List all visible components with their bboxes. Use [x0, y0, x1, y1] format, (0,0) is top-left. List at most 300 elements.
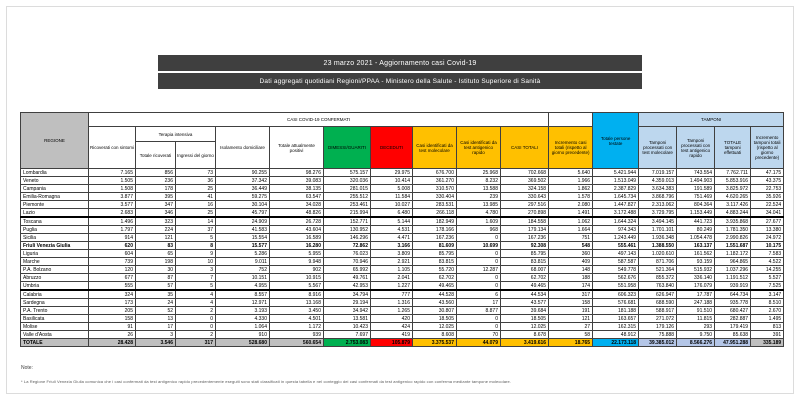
- header-ti-totale: Totale ricoverati: [136, 142, 176, 169]
- notes-label: Note:: [21, 365, 33, 371]
- cell-dimessi-guariti: 70.946: [324, 258, 371, 266]
- cell-terapia-intensiva-ingressi: 2: [176, 331, 216, 339]
- cell-casi-totali: 18.505: [501, 315, 549, 323]
- cell-incremento-tamponi: 335.189: [751, 339, 784, 347]
- cell-totale-attualmente-positivi: 39.083: [270, 177, 324, 185]
- cell-casi-test-antigenico: 0: [457, 234, 501, 242]
- cell-tamponi-molecolare: 855.372: [639, 274, 677, 282]
- cell-deceduti: 2.041: [371, 274, 413, 282]
- cell-totale-attualmente-positivi: 34.028: [270, 201, 324, 209]
- cell-incremento-casi: 1.862: [549, 185, 593, 193]
- cell-terapia-intensiva-totale: 236: [136, 177, 176, 185]
- cell-incremento-tamponi: 813: [751, 323, 784, 331]
- cell-totale-tamponi: 179.419: [715, 323, 751, 331]
- cell-totale-attualmente-positivi: 5.567: [270, 282, 324, 291]
- header-dimessi-guariti: DIMESSI/GUARITI: [324, 127, 371, 169]
- cell-dimessi-guariti: 130.952: [324, 226, 371, 234]
- cell-tamponi-antigenico: 743.554: [677, 169, 715, 177]
- cell-dimessi-guariti: 72.862: [324, 242, 371, 250]
- cell-isolamento-domiciliare: 59.275: [216, 193, 270, 201]
- cell-isolamento-domiciliare: 12.971: [216, 299, 270, 307]
- cell-casi-test-molecolare: 83.815: [413, 258, 457, 266]
- cell-dimessi-guariti: 29.194: [324, 299, 371, 307]
- cell-casi-test-antigenico: 0: [457, 315, 501, 323]
- cell-incremento-tamponi: 43.375: [751, 177, 784, 185]
- cell-ricoverati-con-sintomi: 205: [89, 307, 136, 315]
- cell-deceduti: 105.879: [371, 339, 413, 347]
- cell-isolamento-domiciliare: 90.255: [216, 169, 270, 177]
- cell-deceduti: 2.921: [371, 258, 413, 266]
- cell-terapia-intensiva-ingressi: 37: [176, 226, 216, 234]
- cell-incremento-casi: 121: [549, 315, 593, 323]
- cell-incremento-casi: 548: [549, 242, 593, 250]
- cell-casi-totali: 702.668: [501, 169, 549, 177]
- cell-terapia-intensiva-totale: 323: [136, 217, 176, 226]
- cell-casi-test-molecolare: 55.720: [413, 266, 457, 274]
- header-terapia-intensiva: Terapia intensiva: [136, 127, 216, 142]
- cell-casi-totali: 85.795: [501, 250, 549, 258]
- cell-incremento-tamponi: 3.147: [751, 290, 784, 299]
- cell-casi-test-antigenico: 239: [457, 193, 501, 201]
- cell-ricoverati-con-sintomi: 324: [89, 290, 136, 299]
- cell-incremento-casi: 5.640: [549, 169, 593, 177]
- cell-isolamento-domiciliare: 41.583: [216, 226, 270, 234]
- cell-tamponi-antigenico: 293: [677, 323, 715, 331]
- cell-incremento-tamponi: 13.380: [751, 226, 784, 234]
- cell-dimessi-guariti: 320.036: [324, 177, 371, 185]
- cell-deceduti: 419: [371, 331, 413, 339]
- cell-totale-tamponi: 7.762.711: [715, 169, 751, 177]
- table-row: [21, 331, 784, 339]
- cell-tamponi-antigenico: 9.750: [677, 331, 715, 339]
- cell-tamponi-antigenico: 441.723: [677, 217, 715, 226]
- cell-casi-totali: 44.534: [501, 290, 549, 299]
- cell-casi-test-antigenico: 25.968: [457, 169, 501, 177]
- cell-tamponi-molecolare: 3.634.383: [639, 185, 677, 193]
- cell-tamponi-molecolare: 1.936.348: [639, 234, 677, 242]
- cell-ricoverati-con-sintomi: 620: [89, 242, 136, 250]
- cell-totale-attualmente-positivi: 48.826: [270, 209, 324, 218]
- cell-casi-test-antigenico: 1.609: [457, 217, 501, 226]
- cell-isolamento-domiciliare: 10.151: [216, 274, 270, 282]
- cell-totale-tamponi: 1.182.172: [715, 250, 751, 258]
- region-name: Friuli Venezia Giulia: [21, 242, 89, 250]
- cell-ricoverati-con-sintomi: 28.428: [89, 339, 136, 347]
- table-row: [21, 250, 784, 258]
- cell-casi-test-antigenico: 12.287: [457, 266, 501, 274]
- cell-casi-test-antigenico: 0: [457, 323, 501, 331]
- cell-totale-attualmente-positivi: 560.654: [270, 339, 324, 347]
- cell-terapia-intensiva-ingressi: 25: [176, 209, 216, 218]
- cell-tamponi-molecolare: 871.706: [639, 258, 677, 266]
- cell-tamponi-molecolare: 763.840: [639, 282, 677, 291]
- cell-persone-testate: 606.323: [593, 290, 639, 299]
- cell-casi-totali: 179.134: [501, 226, 549, 234]
- cell-tamponi-antigenico: 161.562: [677, 250, 715, 258]
- cell-casi-totali: 184.558: [501, 217, 549, 226]
- cell-dimessi-guariti: 575.157: [324, 169, 371, 177]
- cell-ricoverati-con-sintomi: 7.165: [89, 169, 136, 177]
- cell-persone-testate: 162.315: [593, 323, 639, 331]
- cell-isolamento-domiciliare: 15.577: [216, 242, 270, 250]
- cell-ricoverati-con-sintomi: 677: [89, 274, 136, 282]
- cell-totale-attualmente-positivi: 3.450: [270, 307, 324, 315]
- cell-terapia-intensiva-totale: 17: [136, 323, 176, 331]
- header-tamponi-antigenico: Tamponi processati con test antigenico rapido: [677, 127, 715, 169]
- cell-persone-testate: 3.172.488: [593, 209, 639, 218]
- cell-dimessi-guariti: 253.461: [324, 201, 371, 209]
- cell-casi-totali: 324.158: [501, 185, 549, 193]
- cell-incremento-tamponi: 7.583: [751, 250, 784, 258]
- totale-row: [21, 339, 784, 347]
- cell-ricoverati-con-sintomi: 158: [89, 315, 136, 323]
- cell-ricoverati-con-sintomi: 604: [89, 250, 136, 258]
- cell-isolamento-domiciliare: 24.909: [216, 217, 270, 226]
- cell-casi-test-molecolare: 12.025: [413, 323, 457, 331]
- cell-incremento-casi: 1.966: [549, 177, 593, 185]
- cell-deceduti: 10.027: [371, 201, 413, 209]
- region-name: Lazio: [21, 209, 89, 218]
- cell-totale-attualmente-positivi: 13.168: [270, 299, 324, 307]
- cell-terapia-intensiva-ingressi: 7: [176, 274, 216, 282]
- region-name: P.A. Bolzano: [21, 266, 89, 274]
- cell-terapia-intensiva-totale: 3.546: [136, 339, 176, 347]
- cell-dimessi-guariti: 49.761: [324, 274, 371, 282]
- table-row: [21, 290, 784, 299]
- cell-casi-test-molecolare: 676.700: [413, 169, 457, 177]
- cell-terapia-intensiva-ingressi: 73: [176, 169, 216, 177]
- cell-persone-testate: 551.958: [593, 282, 639, 291]
- header-totale-tamponi: TOTALE tamponi effettuati: [715, 127, 751, 169]
- cell-totale-attualmente-positivi: 4.501: [270, 315, 324, 323]
- cell-deceduti: 5.144: [371, 217, 413, 226]
- cell-tamponi-antigenico: 1.494.903: [677, 177, 715, 185]
- cell-terapia-intensiva-ingressi: 5: [176, 282, 216, 291]
- cell-terapia-intensiva-totale: 121: [136, 234, 176, 242]
- cell-totale-tamponi: 939.919: [715, 282, 751, 291]
- cell-casi-totali: 39.684: [501, 307, 549, 315]
- cell-terapia-intensiva-totale: 24: [136, 299, 176, 307]
- cell-dimessi-guariti: 255.512: [324, 193, 371, 201]
- cell-persone-testate: 181.188: [593, 307, 639, 315]
- cell-totale-tamponi: 4.620.265: [715, 193, 751, 201]
- cell-deceduti: 777: [371, 290, 413, 299]
- cell-persone-testate: 974.343: [593, 226, 639, 234]
- cell-casi-test-antigenico: 8.232: [457, 177, 501, 185]
- cell-tamponi-molecolare: 271.072: [639, 315, 677, 323]
- cell-tamponi-antigenico: 91.510: [677, 307, 715, 315]
- cell-casi-test-antigenico: 0: [457, 274, 501, 282]
- cell-totale-attualmente-positivi: 26.728: [270, 217, 324, 226]
- cell-deceduti: 3.809: [371, 250, 413, 258]
- cell-casi-totali: 369.502: [501, 177, 549, 185]
- cell-totale-tamponi: 935.778: [715, 299, 751, 307]
- cell-tamponi-molecolare: 588.917: [639, 307, 677, 315]
- cell-isolamento-domiciliare: 752: [216, 266, 270, 274]
- cell-persone-testate: 549.778: [593, 266, 639, 274]
- region-name: Puglia: [21, 226, 89, 234]
- cell-dimessi-guariti: 2.753.083: [324, 339, 371, 347]
- cell-tamponi-antigenico: 93.159: [677, 258, 715, 266]
- cell-incremento-casi: 27: [549, 323, 593, 331]
- cell-tamponi-antigenico: 176.079: [677, 282, 715, 291]
- cell-casi-totali: 68.007: [501, 266, 549, 274]
- cell-casi-test-molecolare: 310.570: [413, 185, 457, 193]
- cell-terapia-intensiva-ingressi: 4: [176, 299, 216, 307]
- cell-totale-tamponi: 282.887: [715, 315, 751, 323]
- cell-isolamento-domiciliare: 528.680: [216, 339, 270, 347]
- region-name: Lombardia: [21, 169, 89, 177]
- cell-terapia-intensiva-ingressi: 10: [176, 258, 216, 266]
- cell-tamponi-molecolare: 3.729.795: [639, 209, 677, 218]
- cell-deceduti: 1.227: [371, 282, 413, 291]
- cell-terapia-intensiva-totale: 65: [136, 250, 176, 258]
- cell-isolamento-domiciliare: 45.797: [216, 209, 270, 218]
- cell-dimessi-guariti: 34.942: [324, 307, 371, 315]
- cell-casi-test-molecolare: 43.560: [413, 299, 457, 307]
- cell-casi-test-molecolare: 62.702: [413, 274, 457, 282]
- region-name: Basilicata: [21, 315, 89, 323]
- cell-casi-test-antigenico: 17: [457, 299, 501, 307]
- cell-incremento-casi: 1.664: [549, 226, 593, 234]
- cell-isolamento-domiciliare: 4.955: [216, 282, 270, 291]
- table-row: [21, 307, 784, 315]
- cell-totale-attualmente-positivi: 98.276: [270, 169, 324, 177]
- cell-ricoverati-con-sintomi: 1.797: [89, 226, 136, 234]
- cell-totale-tamponi: 3.935.868: [715, 217, 751, 226]
- cell-tamponi-antigenico: 336.140: [677, 274, 715, 282]
- region-name: Liguria: [21, 250, 89, 258]
- cell-terapia-intensiva-totale: 35: [136, 290, 176, 299]
- cell-totale-tamponi: 3.117.426: [715, 201, 751, 209]
- report-date-title: [158, 55, 642, 71]
- cell-incremento-casi: 2.080: [549, 201, 593, 209]
- cell-casi-totali: 92.308: [501, 242, 549, 250]
- header-spacer: [549, 113, 593, 127]
- cell-totale-tamponi: 964.865: [715, 258, 751, 266]
- cell-incremento-tamponi: 22.753: [751, 185, 784, 193]
- cell-tamponi-antigenico: 247.188: [677, 299, 715, 307]
- cell-tamponi-antigenico: 515.932: [677, 266, 715, 274]
- cell-tamponi-molecolare: 1.701.101: [639, 226, 677, 234]
- cell-terapia-intensiva-ingressi: 9: [176, 250, 216, 258]
- cell-terapia-intensiva-ingressi: 5: [176, 234, 216, 242]
- cell-tamponi-molecolare: 179.126: [639, 323, 677, 331]
- cell-casi-test-antigenico: 0: [457, 250, 501, 258]
- region-name: Umbria: [21, 282, 89, 291]
- cell-incremento-casi: 58: [549, 331, 593, 339]
- cell-dimessi-guariti: 13.581: [324, 315, 371, 323]
- header-isolamento: Isolamento domiciliare: [216, 127, 270, 169]
- cell-casi-test-antigenico: 70: [457, 331, 501, 339]
- cell-totale-tamponi: 680.427: [715, 307, 751, 315]
- table-row: [21, 209, 784, 218]
- cell-dimessi-guariti: 152.771: [324, 217, 371, 226]
- cell-incremento-casi: 158: [549, 299, 593, 307]
- cell-persone-testate: 1.243.449: [593, 234, 639, 242]
- cell-dimessi-guariti: 7.697: [324, 331, 371, 339]
- cell-persone-testate: 163.657: [593, 315, 639, 323]
- cell-incremento-casi: 1.578: [549, 193, 593, 201]
- region-name: TOTALE: [21, 339, 89, 347]
- cell-deceduti: 10.414: [371, 177, 413, 185]
- header-group-tamponi: TAMPONI: [639, 113, 784, 127]
- cell-terapia-intensiva-totale: 52: [136, 307, 176, 315]
- region-name: Piemonte: [21, 201, 89, 209]
- cell-terapia-intensiva-ingressi: 41: [176, 193, 216, 201]
- cell-casi-test-molecolare: 85.795: [413, 250, 457, 258]
- cell-casi-totali: 167.236: [501, 234, 549, 242]
- cell-casi-totali: 8.678: [501, 331, 549, 339]
- cell-casi-totali: 297.516: [501, 201, 549, 209]
- cell-ricoverati-con-sintomi: 555: [89, 282, 136, 291]
- cell-terapia-intensiva-totale: 178: [136, 185, 176, 193]
- cell-ricoverati-con-sintomi: 2.683: [89, 209, 136, 218]
- table-row: [21, 234, 784, 242]
- cell-terapia-intensiva-ingressi: 0: [176, 323, 216, 331]
- cell-persone-testate: 1.513.049: [593, 177, 639, 185]
- cell-casi-test-molecolare: 44.528: [413, 290, 457, 299]
- cell-casi-totali: 43.577: [501, 299, 549, 307]
- cell-tamponi-molecolare: 2.313.062: [639, 201, 677, 209]
- table-row: [21, 226, 784, 234]
- table-row: [21, 274, 784, 282]
- header-incremento-casi: Incremento casi totali (rispetto al giorno precedente): [549, 127, 593, 169]
- table-body: [21, 169, 784, 347]
- cell-totale-attualmente-positivi: 16.589: [270, 234, 324, 242]
- cell-totale-attualmente-positivi: 10.915: [270, 274, 324, 282]
- cell-terapia-intensiva-totale: 395: [136, 193, 176, 201]
- region-name: Abruzzo: [21, 274, 89, 282]
- cell-casi-test-antigenico: 44.079: [457, 339, 501, 347]
- region-name: Veneto: [21, 177, 89, 185]
- cell-incremento-casi: 409: [549, 258, 593, 266]
- cell-casi-totali: 270.898: [501, 209, 549, 218]
- cell-ricoverati-con-sintomi: 26: [89, 331, 136, 339]
- cell-persone-testate: 1.644.324: [593, 217, 639, 226]
- cell-incremento-casi: 188: [549, 274, 593, 282]
- report-subtitle-text: Dati aggregati quotidiani Regioni/PPAA - Ministero della Salute - Istituto Superiore di Sanità: [259, 77, 541, 85]
- cell-totale-attualmente-positivi: 16.280: [270, 242, 324, 250]
- cell-isolamento-domiciliare: 910: [216, 331, 270, 339]
- cell-deceduti: 5.008: [371, 185, 413, 193]
- cell-casi-totali: 330.643: [501, 193, 549, 201]
- cell-casi-test-molecolare: 178.166: [413, 226, 457, 234]
- cell-dimessi-guariti: 76.023: [324, 250, 371, 258]
- cell-deceduti: 4.531: [371, 226, 413, 234]
- cell-casi-test-antigenico: 13.588: [457, 185, 501, 193]
- cell-deceduti: 420: [371, 315, 413, 323]
- cell-terapia-intensiva-ingressi: 8: [176, 242, 216, 250]
- cell-casi-test-molecolare: 182.949: [413, 217, 457, 226]
- cell-terapia-intensiva-ingressi: 317: [176, 339, 216, 347]
- cell-totale-tamponi: 85.638: [715, 331, 751, 339]
- cell-tamponi-molecolare: 7.019.157: [639, 169, 677, 177]
- fvg-note: * La Regione Friuli Venezia Giulia comunica che i casi confermati da test antigenico rapido precedentemente eseguiti sono stati classificati in questa tabella e nel conteggio dei casi confermati da test antigenico rapido con conferma mediante tampone molecolare.: [21, 379, 512, 384]
- cell-ricoverati-con-sintomi: 91: [89, 323, 136, 331]
- table-row: [21, 217, 784, 226]
- cell-ricoverati-con-sintomi: 173: [89, 299, 136, 307]
- cell-incremento-tamponi: 24.972: [751, 234, 784, 242]
- header-tamponi-molecolare: Tamponi processati con test molecolare: [639, 127, 677, 169]
- table-row: [21, 266, 784, 274]
- region-name: P.A. Trento: [21, 307, 89, 315]
- cell-incremento-casi: 1.062: [549, 217, 593, 226]
- cell-casi-test-molecolare: 30.807: [413, 307, 457, 315]
- table-row: [21, 323, 784, 331]
- cell-isolamento-domiciliare: 9.011: [216, 258, 270, 266]
- cell-deceduti: 3.166: [371, 242, 413, 250]
- cell-ricoverati-con-sintomi: 3.877: [89, 193, 136, 201]
- cell-incremento-casi: 174: [549, 282, 593, 291]
- cell-isolamento-domiciliare: 4.330: [216, 315, 270, 323]
- region-name: Emilia-Romagna: [21, 193, 89, 201]
- cell-persone-testate: 555.461: [593, 242, 639, 250]
- cell-tamponi-molecolare: 3.868.796: [639, 193, 677, 201]
- cell-ricoverati-con-sintomi: 914: [89, 234, 136, 242]
- cell-incremento-tamponi: 7.525: [751, 282, 784, 291]
- cell-tamponi-molecolare: 39.385.012: [639, 339, 677, 347]
- region-name: Campania: [21, 185, 89, 193]
- cell-totale-tamponi: 5.853.916: [715, 177, 751, 185]
- cell-terapia-intensiva-ingressi: 0: [176, 315, 216, 323]
- cell-incremento-casi: 191: [549, 307, 593, 315]
- cell-incremento-casi: 1.491: [549, 209, 593, 218]
- table-row: [21, 193, 784, 201]
- cell-totale-attualmente-positivi: 63.547: [270, 193, 324, 201]
- cell-casi-test-molecolare: 167.236: [413, 234, 457, 242]
- cell-incremento-casi: 360: [549, 250, 593, 258]
- cell-isolamento-domiciliare: 15.554: [216, 234, 270, 242]
- header-attualmente-positivi: Totale attualmente positivi: [270, 127, 324, 169]
- cell-isolamento-domiciliare: 8.557: [216, 290, 270, 299]
- cell-tamponi-antigenico: 751.469: [677, 193, 715, 201]
- cell-tamponi-molecolare: 3.494.145: [639, 217, 677, 226]
- cell-dimessi-guariti: 10.423: [324, 323, 371, 331]
- cell-casi-test-antigenico: 0: [457, 258, 501, 266]
- cell-terapia-intensiva-ingressi: 4: [176, 290, 216, 299]
- report-date-text: 23 marzo 2021 - Aggiornamento casi Covid-19: [323, 59, 477, 67]
- cell-totale-tamponi: 1.191.512: [715, 274, 751, 282]
- cell-casi-totali: 12.025: [501, 323, 549, 331]
- cell-ricoverati-con-sintomi: 739: [89, 258, 136, 266]
- cell-totale-tamponi: 2.990.826: [715, 234, 751, 242]
- cell-incremento-tamponi: 34.041: [751, 209, 784, 218]
- cell-casi-test-molecolare: 283.531: [413, 201, 457, 209]
- cell-tamponi-molecolare: 688.590: [639, 299, 677, 307]
- region-name: Molise: [21, 323, 89, 331]
- cell-deceduti: 11.584: [371, 193, 413, 201]
- cell-deceduti: 1.105: [371, 266, 413, 274]
- cell-terapia-intensiva-totale: 57: [136, 282, 176, 291]
- cell-totale-tamponi: 47.951.288: [715, 339, 751, 347]
- cell-terapia-intensiva-totale: 87: [136, 274, 176, 282]
- cell-totale-tamponi: 1.551.687: [715, 242, 751, 250]
- cell-dimessi-guariti: 65.992: [324, 266, 371, 274]
- cell-incremento-tamponi: 2.670: [751, 307, 784, 315]
- cell-dimessi-guariti: 34.794: [324, 290, 371, 299]
- cell-persone-testate: 497.143: [593, 250, 639, 258]
- cell-tamponi-antigenico: 11.815: [677, 315, 715, 323]
- table-row: [21, 185, 784, 193]
- cell-tamponi-molecolare: 4.359.013: [639, 177, 677, 185]
- covid-data-table: [20, 112, 784, 347]
- cell-isolamento-domiciliare: 1.064: [216, 323, 270, 331]
- cell-totale-tamponi: 1.037.296: [715, 266, 751, 274]
- cell-terapia-intensiva-totale: 3: [136, 331, 176, 339]
- region-name: Valle d'Aosta: [21, 331, 89, 339]
- cell-persone-testate: 1.645.734: [593, 193, 639, 201]
